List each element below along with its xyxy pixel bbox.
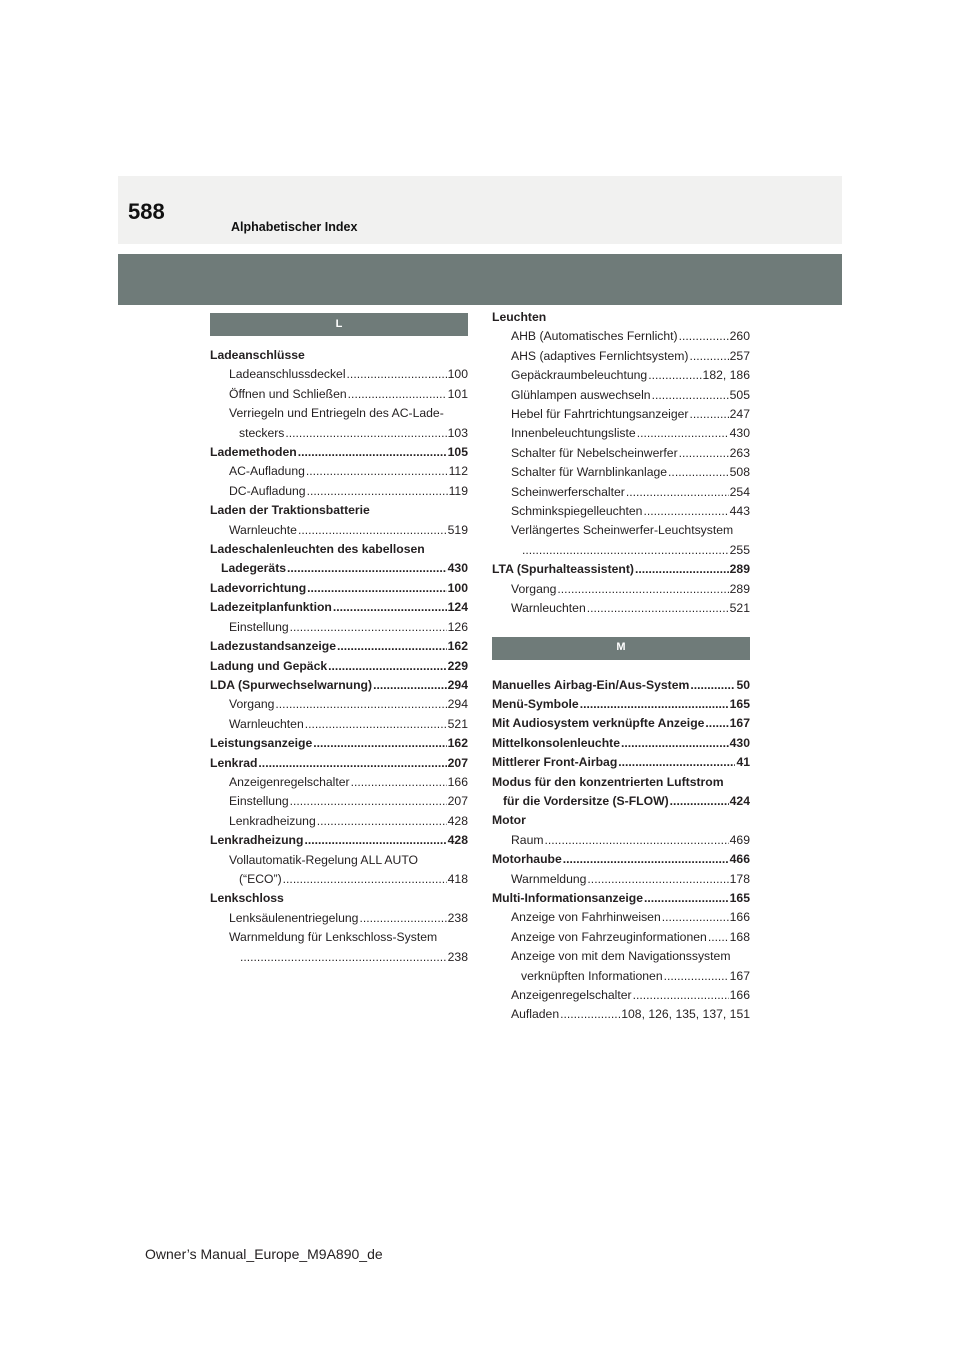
index-column-left bbox=[210, 313, 468, 967]
index-column-right bbox=[492, 308, 750, 1025]
page-ref: 430 bbox=[729, 426, 750, 441]
index-entry: Menü-Symbole ..... 165 bbox=[492, 695, 750, 714]
page-ref: 254 bbox=[729, 484, 750, 499]
page-ref: 126 bbox=[447, 619, 468, 634]
page-ref: 238 bbox=[447, 910, 468, 925]
page-ref: 443 bbox=[729, 504, 750, 519]
page-ref: 521 bbox=[447, 716, 468, 731]
index-entry: Lenkrad ..... 207 bbox=[210, 754, 468, 773]
footer-text: Owner’s Manual_Europe_M9A890_de bbox=[145, 1246, 383, 1262]
index-subentry: Innenbeleuchtungsliste ..... 430 bbox=[492, 424, 750, 443]
page-ref: 119 bbox=[448, 483, 468, 498]
page-ref: 428 bbox=[447, 833, 468, 848]
index-subentry: Schalter für Nebelscheinwerfer ..... 263 bbox=[492, 444, 750, 463]
index-subentry: Vorgang ..... 294 bbox=[210, 695, 468, 714]
index-subentry: Schalter für Warnblinkanlage ..... 508 bbox=[492, 463, 750, 482]
page-ref: 105 bbox=[447, 445, 468, 460]
index-subentry: Warnmeldung für Lenkschloss-System bbox=[229, 930, 438, 945]
index-entry: LDA (Spurwechselwarnung) ..... 294 bbox=[210, 676, 468, 695]
page-ref: 108, 126, 135, 137, 151 bbox=[621, 1007, 750, 1022]
page-ref: 229 bbox=[447, 658, 468, 673]
page-ref: 101 bbox=[447, 386, 468, 401]
header-banner bbox=[118, 254, 842, 305]
index-subentry: Raum ..... 469 bbox=[492, 831, 750, 850]
index-heading: Leuchten bbox=[492, 310, 547, 324]
page-ref: 168 bbox=[729, 929, 750, 944]
index-heading: Ladeschalenleuchten des kabellosen bbox=[210, 542, 425, 557]
index-subentry: Lenksäulenentriegelung ..... 238 bbox=[210, 909, 468, 928]
index-subentry: Vollautomatik-Regelung ALL AUTO bbox=[229, 852, 419, 867]
index-subentry: Warnleuchte ..... 519 bbox=[210, 521, 468, 540]
page-ref: 178 bbox=[729, 871, 750, 886]
page-ref: 428 bbox=[447, 813, 468, 828]
index-subentry: AHB (Automatisches Fernlicht) ..... 260 bbox=[492, 327, 750, 346]
page-ref: 430 bbox=[729, 735, 750, 750]
index-entry: Ladezustandsanzeige ..... 162 bbox=[210, 637, 468, 656]
page-ref: 424 bbox=[729, 793, 750, 808]
letter-divider-l: L bbox=[210, 313, 468, 336]
index-subentry: Einstellung ..... 126 bbox=[210, 618, 468, 637]
page-ref: 255 bbox=[729, 542, 750, 557]
index-subentry: AHS (adaptives Fernlichtsystem) ..... 257 bbox=[492, 347, 750, 366]
index-entry: Multi-Informationsanzeige ..... 165 bbox=[492, 889, 750, 908]
index-subentry: Ladeanschlussdeckel ..... 100 bbox=[210, 365, 468, 384]
index-entry: Mittlerer Front-Airbag ..... 41 bbox=[492, 753, 750, 772]
index-subentry: Glühlampen auswechseln ..... 505 bbox=[492, 386, 750, 405]
index-subentry: Warnmeldung ..... 178 bbox=[492, 870, 750, 889]
page-ref: 519 bbox=[447, 522, 468, 537]
index-subentry: Lenkradheizung ..... 428 bbox=[210, 812, 468, 831]
index-subentry: Öffnen und Schließen ..... 101 bbox=[210, 385, 468, 404]
index-entry: Lademethoden ..... 105 bbox=[210, 443, 468, 462]
index-subentry-continued bbox=[210, 948, 468, 967]
page-ref: 247 bbox=[729, 407, 750, 422]
page-ref: 521 bbox=[729, 601, 750, 616]
index-subentry: Aufladen ..... 108, 126, 135, 137, 151 bbox=[492, 1005, 750, 1024]
page-ref: 294 bbox=[447, 697, 468, 712]
index-subentry-continued: verknüpften Informationen ..... 167 bbox=[492, 967, 750, 986]
index-subentry: Verlängertes Scheinwerfer-Leuchtsystem bbox=[511, 523, 734, 538]
index-subentry: Hebel für Fahrtrichtungsanzeiger ..... 247 bbox=[492, 405, 750, 424]
index-entry: Lenkradheizung ..... 428 bbox=[210, 831, 468, 850]
page-ref: 508 bbox=[729, 465, 750, 480]
page-ref: 166 bbox=[729, 910, 750, 925]
index-subentry: Gepäckraumbeleuchtung ..... 182, 186 bbox=[492, 366, 750, 385]
page-ref: 263 bbox=[729, 445, 750, 460]
index-subentry: Scheinwerferschalter ..... 254 bbox=[492, 483, 750, 502]
page-ref: 166 bbox=[447, 774, 468, 789]
index-subentry: Anzeigenregelschalter ..... 166 bbox=[492, 986, 750, 1005]
page-ref: 50 bbox=[736, 677, 750, 692]
index-subentry: DC-Aufladung ..... 119 bbox=[210, 482, 468, 501]
page-ref: 289 bbox=[729, 562, 750, 577]
letter-divider-m: M bbox=[492, 637, 750, 660]
index-entry: Ladezeitplanfunktion ..... 124 bbox=[210, 598, 468, 617]
page-ref: 207 bbox=[447, 794, 468, 809]
page-ref: 207 bbox=[447, 755, 468, 770]
index-subentry: Verriegeln und Entriegeln des AC-Lade- bbox=[229, 406, 444, 421]
index-entry-continued: Ladegeräts ..... 430 bbox=[210, 559, 468, 578]
index-entry: Motorhaube ..... 466 bbox=[492, 850, 750, 869]
page-ref: 505 bbox=[729, 387, 750, 402]
page-ref: 238 bbox=[447, 949, 468, 964]
index-subentry: Vorgang ..... 289 bbox=[492, 580, 750, 599]
page-ref: 162 bbox=[447, 639, 468, 654]
page-ref: 167 bbox=[729, 968, 750, 983]
index-subentry: Anzeige von Fahrhinweisen ..... 166 bbox=[492, 908, 750, 927]
header-band bbox=[118, 176, 842, 244]
page-ref: 466 bbox=[729, 852, 750, 867]
page-ref: 162 bbox=[447, 736, 468, 751]
index-entry: Ladevorrichtung ..... 100 bbox=[210, 579, 468, 598]
page-ref: 469 bbox=[729, 832, 750, 847]
index-heading: Motor bbox=[492, 813, 526, 828]
page-ref: 165 bbox=[729, 696, 750, 711]
index-subentry-continued: (“ECO”) ..... 418 bbox=[210, 870, 468, 889]
index-entry: Mit Audiosystem verknüpfte Anzeige ..... 167 bbox=[492, 714, 750, 733]
page-ref: 294 bbox=[447, 677, 468, 692]
index-subentry: AC-Aufladung ..... 112 bbox=[210, 462, 468, 481]
index-subentry: Anzeige von mit dem Navigationssystem bbox=[511, 949, 731, 964]
index-subentry: Schminkspiegelleuchten ..... 443 bbox=[492, 502, 750, 521]
page-ref: 41 bbox=[736, 755, 750, 770]
page-ref: 289 bbox=[729, 581, 750, 596]
page-ref: 112 bbox=[448, 464, 468, 479]
page-ref: 257 bbox=[729, 348, 750, 363]
page-ref: 167 bbox=[729, 716, 750, 731]
index-subentry: Warnleuchten ..... 521 bbox=[210, 715, 468, 734]
page-ref: 165 bbox=[729, 890, 750, 905]
page-ref: 100 bbox=[447, 367, 468, 382]
index-subentry: Anzeige von Fahrzeuginformationen ..... 168 bbox=[492, 928, 750, 947]
page-ref: 166 bbox=[729, 988, 750, 1002]
index-subentry: Warnleuchten ..... 521 bbox=[492, 599, 750, 618]
index-entry: LTA (Spurhalteassistent) ..... 289 bbox=[492, 560, 750, 579]
page-ref: 182, 186 bbox=[702, 368, 750, 383]
page-ref: 103 bbox=[447, 425, 468, 440]
index-heading: Laden der Traktionsbatterie bbox=[210, 503, 370, 518]
index-heading: Ladeanschlüsse bbox=[210, 348, 305, 362]
index-entry: Manuelles Airbag-Ein/Aus-System ..... 50 bbox=[492, 676, 750, 695]
index-heading: Modus für den konzentrierten Luftstrom bbox=[492, 774, 724, 789]
page-number: 588 bbox=[128, 199, 165, 224]
index-entry: Ladung und Gepäck ..... 229 bbox=[210, 657, 468, 676]
index-entry: Mittelkonsolenleuchte ..... 430 bbox=[492, 734, 750, 753]
page-ref: 418 bbox=[447, 871, 468, 886]
index-subentry-continued: steckers ..... 103 bbox=[210, 424, 468, 443]
index-subentry-continued bbox=[492, 541, 750, 560]
page-ref: 124 bbox=[447, 600, 468, 615]
index-subentry: Anzeigenregelschalter ..... 166 bbox=[210, 773, 468, 792]
section-title: Alphabetischer Index bbox=[231, 220, 358, 234]
index-entry-continued: für die Vordersitze (S-FLOW) ..... 424 bbox=[492, 792, 750, 811]
index-entry: Leistungsanzeige ..... 162 bbox=[210, 734, 468, 753]
page-ref: 100 bbox=[447, 580, 468, 595]
index-heading: Lenkschloss bbox=[210, 891, 284, 906]
index-subentry: Einstellung ..... 207 bbox=[210, 792, 468, 811]
page-ref: 430 bbox=[447, 561, 468, 576]
page-ref: 260 bbox=[729, 329, 750, 344]
